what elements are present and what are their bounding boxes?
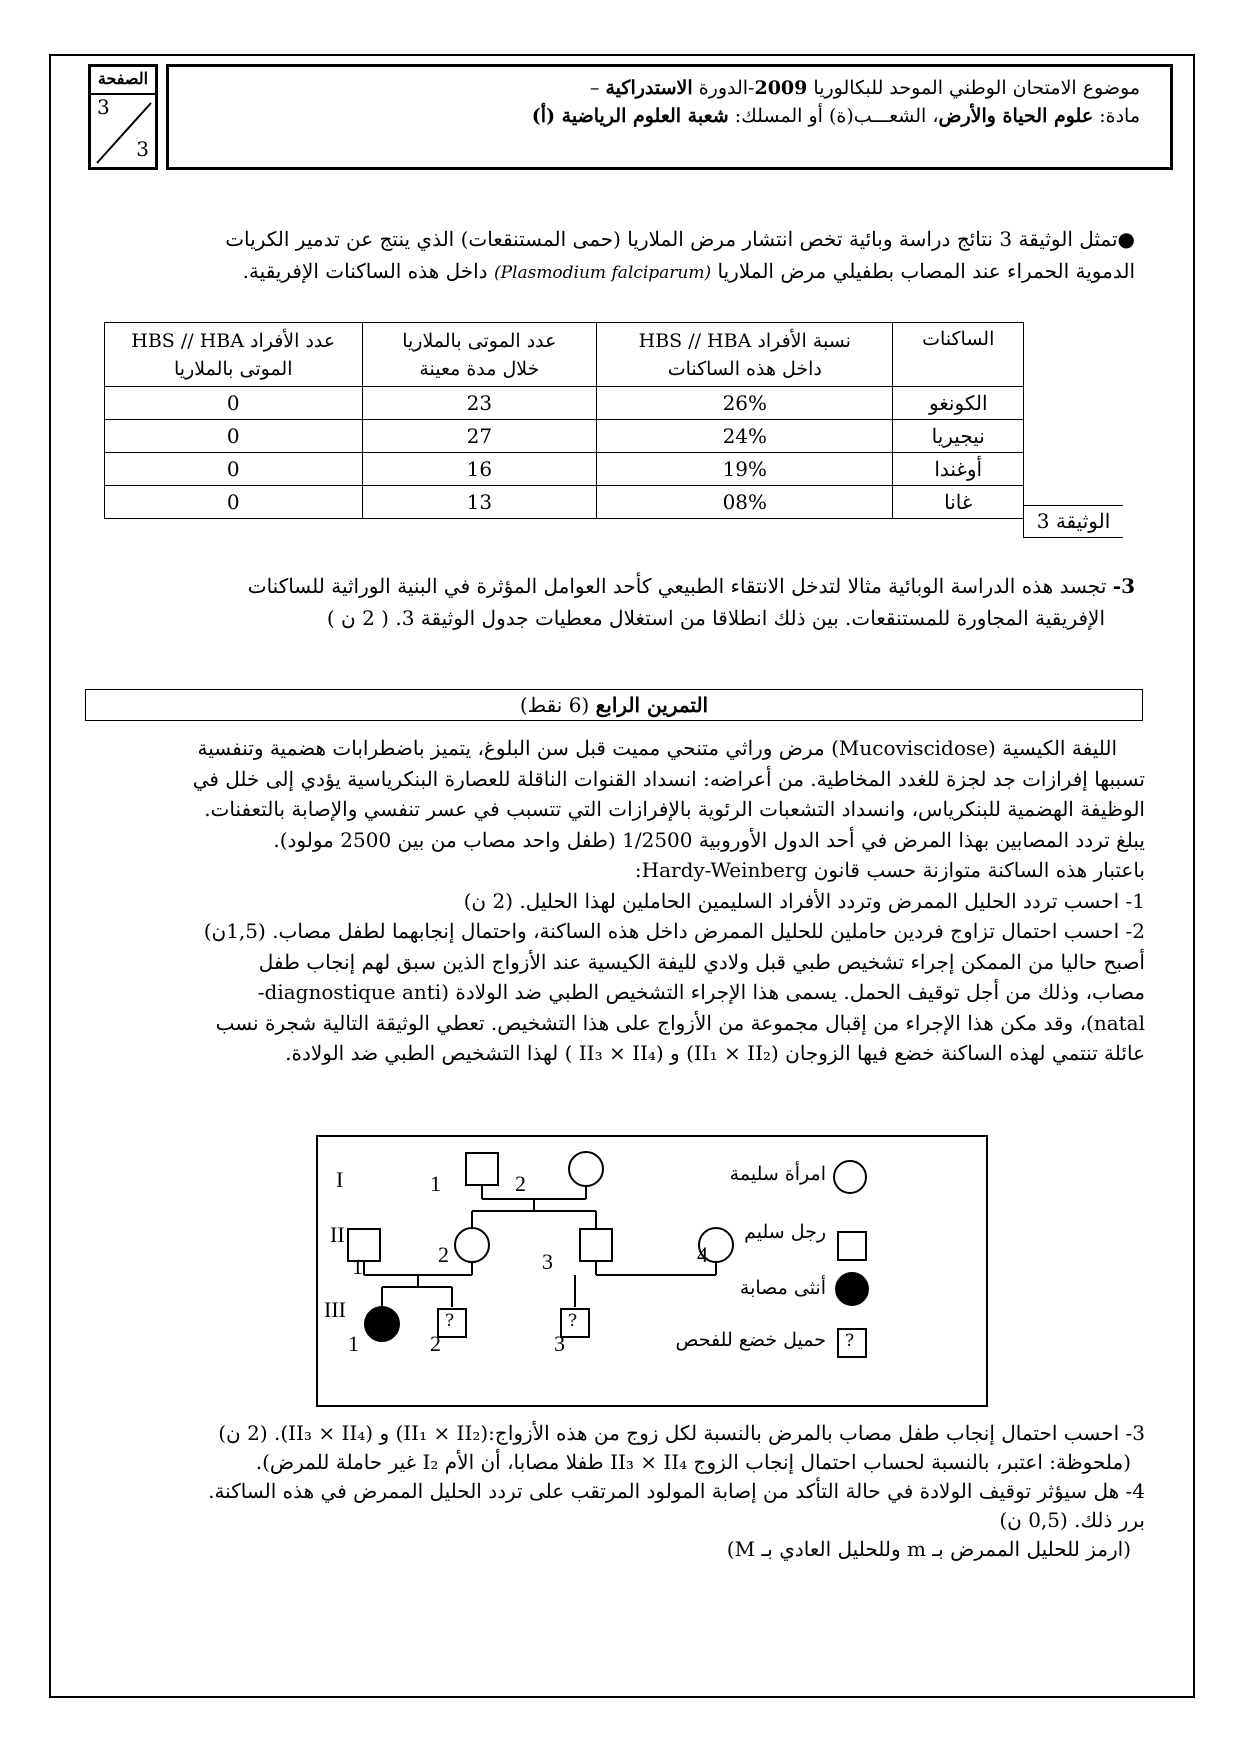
- table-header: نسبة الأفراد HBS // HBA داخل هذه الساكنات: [597, 323, 893, 387]
- table-row: نيجيريا 24% 27 0: [105, 420, 1024, 453]
- document-label: الوثيقة 3: [1023, 505, 1123, 538]
- ind-num: 3: [542, 1249, 553, 1274]
- legend-label: امرأة سليمة: [729, 1163, 826, 1185]
- table-header: عدد الأفراد HBS // HBA الموتى بالملاريا: [105, 323, 363, 387]
- legend-male-icon: [838, 1232, 866, 1260]
- pedigree-affected-female-III1: [365, 1307, 399, 1341]
- gen-label-III: III: [324, 1297, 346, 1322]
- exercise-title: التمرين الرابع (6 نقط): [85, 689, 1143, 721]
- question-3-prev: 3- تجسد هذه الدراسة الوبائية مثالا لتدخل الانتقاء الطبيعي كأحد العوامل المؤثرة في البنية الوراثية للساكنات الإفريقية المجاورة للمستنقعات. بين ذلك انطلاقا من استغلال معطيات جدول الوثيقة 3. ( 2 ن ): [247, 574, 1135, 630]
- table-header-row: [105, 323, 1024, 387]
- pedigree-diagram: [316, 1135, 988, 1407]
- legend-affected-female-icon: [836, 1273, 868, 1305]
- exercise4-questions: 3- احسب احتمال إنجاب طفل مصاب بالمرض بالنسبة لكل زوج من هذه الأزواج:(II₁ × II₂) و (II₃ × II₄). (2 ن) (ملحوظة: اعتبر، بالنسبة لحساب احتمال إنجاب الزوج II₃ × II₄ طفلا مصابا، أن الأم I₂ غير حاملة للمرض). 4- هل سيؤثر توقيف الولادة في حالة التأكد من إصابة المولود المرتقب على تردد الحليل الممرض في هذه الساكنة. برر ذلك. (0,5 ن) (ارمز للحليل الممرض بـ m وللحليل العادي بـ M): [85, 1419, 1145, 1564]
- pedigree-male-II3: [580, 1229, 612, 1261]
- exam-header: [166, 64, 1173, 170]
- symbol-note: (ارمز للحليل الممرض بـ m وللحليل العادي بـ M): [726, 1537, 1131, 1561]
- question-4: 4- هل سيؤثر توقيف الولادة في حالة التأكد من إصابة المولود المرتقب على تردد الحليل الممرض في هذه الساكنة.: [208, 1479, 1145, 1503]
- legend-label: أنثى مصابة: [739, 1277, 826, 1299]
- question-2: 2- احسب احتمال تزاوج فردين حاملين للحليل الممرض داخل هذه الساكنة، واحتمال إنجابهما لطفل مصاب. (1,5ن): [203, 919, 1145, 943]
- ind-num: 3: [554, 1331, 565, 1356]
- ind-num: 1: [348, 1331, 359, 1356]
- table-row: أوغندا 19% 16 0: [105, 453, 1024, 486]
- page-number-box: [88, 64, 158, 170]
- ind-num: 1: [352, 1254, 363, 1279]
- legend-female-icon: [834, 1161, 866, 1193]
- header-line2: مادة: علوم الحياة والأرض، الشعـــب(ة) أو المسلك: شعبة العلوم الرياضية (أ): [531, 105, 1140, 127]
- page-current: 3: [97, 95, 110, 119]
- gen-label-II: II: [330, 1222, 345, 1247]
- page-total: 3: [136, 137, 149, 161]
- ind-num: 2: [430, 1331, 441, 1356]
- pedigree-male-I1: [466, 1153, 498, 1185]
- ind-num: 2: [515, 1171, 526, 1196]
- unknown-mark: ?: [845, 1331, 855, 1351]
- ind-num: 2: [438, 1242, 449, 1267]
- page-label: الصفحة: [91, 67, 155, 95]
- table-row: الكونغو 26% 23 0: [105, 387, 1024, 420]
- exam-branch: شعبة العلوم الرياضية (أ): [531, 105, 729, 127]
- unknown-mark: ?: [445, 1311, 455, 1331]
- malaria-table: [104, 322, 1024, 519]
- table-header: عدد الموتى بالملاريا خلال مدة معينة: [362, 323, 597, 387]
- table-header: الساكنات: [893, 323, 1024, 387]
- header-line1: موضوع الامتحان الوطني الموحد للبكالوريا 2009-الدورة الاستدراكية –: [589, 77, 1140, 99]
- legend-label: حميل خضع للفحص: [675, 1329, 826, 1351]
- pedigree-female-I2: [569, 1152, 603, 1186]
- pedigree-female-II2: [455, 1228, 489, 1262]
- species-name: (Plasmodium falciparum): [493, 263, 712, 283]
- legend-label: رجل سليم: [744, 1221, 826, 1243]
- table-row: غانا 08% 13 0: [105, 486, 1024, 519]
- question-3: 3- احسب احتمال إنجاب طفل مصاب بالمرض بالنسبة لكل زوج من هذه الأزواج:(II₁ × II₂) و (II₃ × II₄). (2 ن): [218, 1421, 1145, 1445]
- ind-num: 4: [697, 1242, 708, 1267]
- exam-year: 2009: [754, 77, 808, 99]
- question-3-note: (ملحوظة: اعتبر، بالنسبة لحساب احتمال إنجاب الزوج II₃ × II₄ طفلا مصابا، أن الأم I₂ غير حاملة للمرض).: [255, 1450, 1131, 1474]
- ind-num: 1: [430, 1171, 441, 1196]
- unknown-mark: ?: [568, 1311, 578, 1331]
- pedigree-tree: [318, 1137, 986, 1405]
- exercise4-text: الليفة الكيسية (Mucoviscidose) مرض وراثي متنحي مميت قبل سن البلوغ، يتميز باضطرابات هضمية وتنفسية تسببها إفرازات جد لجزة للغدد المخاطية. من أعراضه: انسداد القنوات الناقلة للعصارة البنكرياسية يؤدي إلى خلل في الوظيفة الهضمية للبنكرياس، وانسداد التشعبات الرئوية بالإفرازات التي تتسبب في عسر تنفسي والإصابة بالتعفنات. يبلغ تردد المصابين بهذا المرض في أحد الدول الأوروبية 1/2500 (طفل واحد مصاب من بين 2500 مولود). باعتبار هذه الساكنة متوازنة حسب قانون Hardy-Weinberg: 1- احسب تردد الحليل الممرض وتردد الأفراد السليمين الحاملين لهذا الحليل. (2 ن) 2- احسب احتمال تزاوج فردين حاملين للحليل الممرض داخل هذه الساكنة، واحتمال إنجابهما لطفل مصاب. (1,5ن) أصبح حاليا من الممكن إجراء تشخيص طبي قبل ولادي لليفة الكيسية عند الأزواج الذين سبق لهم إنجاب طفل مصاب، وذلك من أجل توقيف الحمل. يسمى هذا الإجراء التشخيص الطبي ضد الولادة (diagnostique anti- natal)، وقد مكن هذا الإجراء من إقبال مجموعة من الأزواج على هذا التشخيص. تعطي الوثيقة التالية شجرة نسب عائلة تنتمي لهذه الساكنة خضع فيها الزوجان (II₁ × II₂) و (II₃ × II₄ ) لهذا التشخيص الطبي ضد الولادة.: [85, 733, 1145, 1069]
- exam-session: الاستدراكية: [605, 77, 693, 99]
- intro-paragraph: ●تمثل الوثيقة 3 نتائج دراسة وبائية تخص انتشار مرض الملاريا (حمى المستنقعات) الذي ينتج عن تدمير الكريات الدموية الحمراء عند المصاب بطفيلي مرض الملاريا (Plasmodium falciparum) داخل هذه الساكنات الإفريقية.: [225, 227, 1135, 283]
- question-1: 1- احسب تردد الحليل الممرض وتردد الأفراد السليمين الحاملين لهذا الحليل. (2 ن): [463, 888, 1145, 913]
- gen-label-I: I: [336, 1167, 344, 1192]
- exam-subject: علوم الحياة والأرض: [938, 105, 1094, 127]
